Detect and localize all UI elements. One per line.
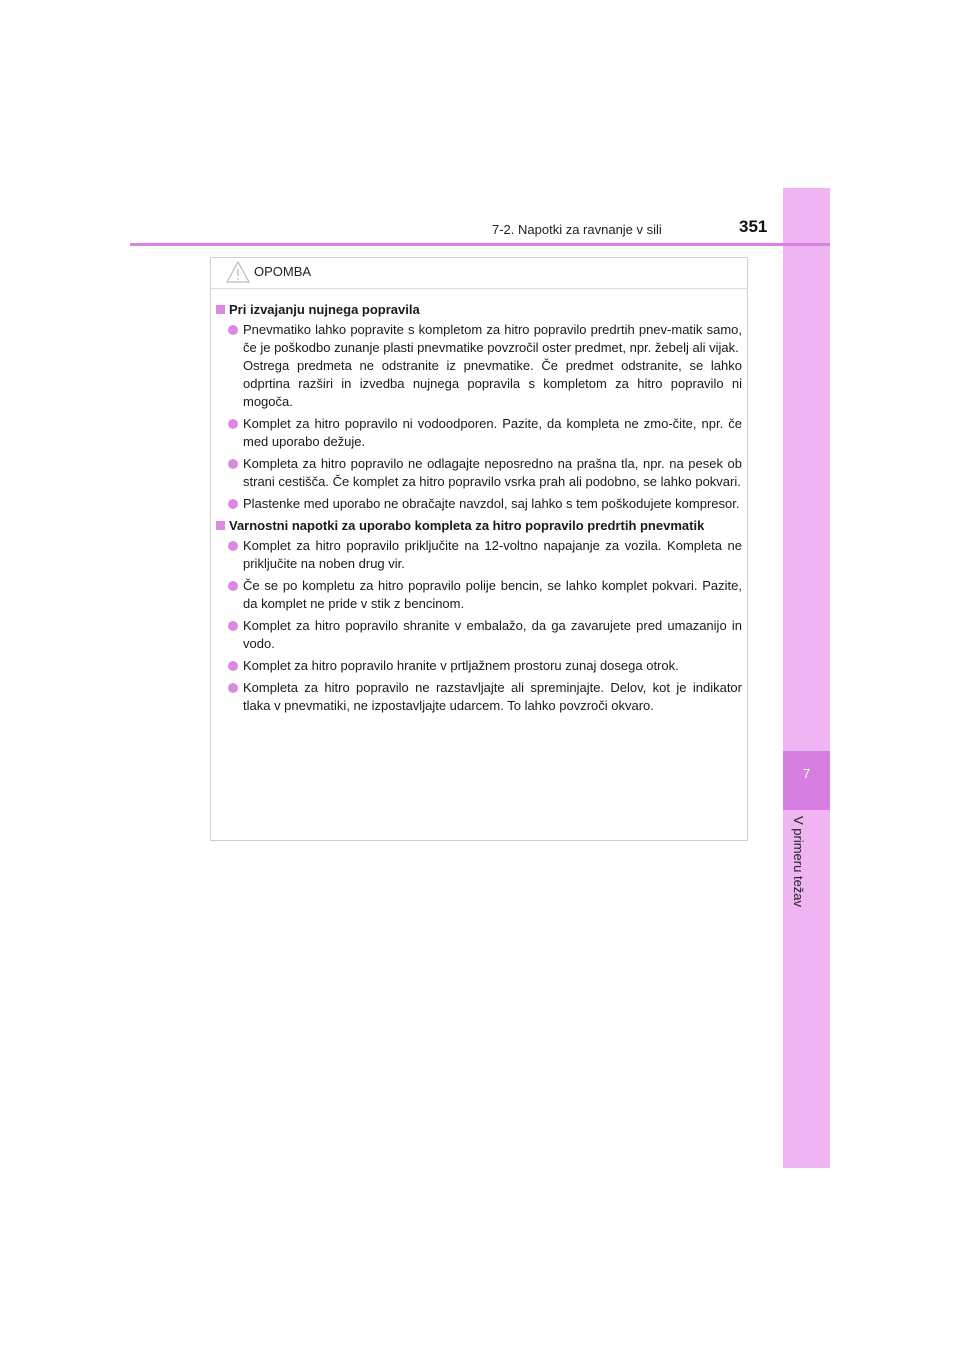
section-heading-text: Varnostni napotki za uporabo kompleta za hitro popravilo predrtih pnevmatik xyxy=(229,518,705,533)
bullet-item xyxy=(216,537,742,573)
circle-bullet-icon xyxy=(228,459,238,469)
bullet-item xyxy=(216,657,742,675)
circle-bullet-icon xyxy=(228,581,238,591)
circle-bullet-icon xyxy=(228,621,238,631)
bullet-text: Plastenke med uporabo ne obračajte navzdol, saj lahko s tem poškodujete kompresor. xyxy=(243,496,740,511)
bullet-text: Komplet za hitro popravilo hranite v prtljažnem prostoru zunaj dosega otrok. xyxy=(243,658,679,673)
bullet-text: Komplet za hitro popravilo priključite na 12-voltno napajanje za vozila. Kompleta ne priključite na noben drug vir. xyxy=(243,538,742,571)
chapter-title: V primeru težav xyxy=(791,816,806,908)
notice-box xyxy=(210,257,748,841)
bullet-item xyxy=(216,577,742,613)
bullet-text: Ostrega predmeta ne odstranite iz pnevmatike. Če predmet odstranite, se lahko odprtina razširi in izvedba nujnega popravila s kompletom za hitro popravilo ni mogoča. xyxy=(243,358,742,409)
bullet-text: Kompleta za hitro popravilo ne odlagajte neposredno na prašna tla, npr. na pesek ob strani cestišča. Če komplet za hitro popravilo vsrka prah ali podobno, se lahko pokvari. xyxy=(243,456,742,489)
circle-bullet-icon xyxy=(228,661,238,671)
square-bullet-icon xyxy=(216,305,225,314)
notice-body xyxy=(211,289,747,715)
bullet-text: Pnevmatiko lahko popravite s kompletom za hitro popravilo predrtih pnev-matik samo, če je poškodbo zunanje plasti pnevmatike povzročil oster predmet, npr. žebelj ali vijak. xyxy=(243,322,742,355)
header-rule xyxy=(130,243,830,246)
chapter-side-tab xyxy=(783,188,830,1168)
notice-label: OPOMBA xyxy=(254,264,312,279)
bullet-text: Če se po kompletu za hitro popravilo polije bencin, se lahko komplet pokvari. Pazite, da komplet ne pride v stik z bencinom. xyxy=(243,578,742,611)
section-heading xyxy=(216,301,742,319)
section-heading xyxy=(216,517,742,535)
square-bullet-icon xyxy=(216,521,225,530)
bullet-item xyxy=(216,455,742,491)
bullet-text: Komplet za hitro popravilo ni vodoodporen. Pazite, da kompleta ne zmo-čite, npr. če med uporabo dežuje. xyxy=(243,416,742,449)
circle-bullet-icon xyxy=(228,419,238,429)
page-number: 351 xyxy=(739,217,768,236)
circle-bullet-icon xyxy=(228,541,238,551)
bullet-item xyxy=(216,321,742,411)
circle-bullet-icon xyxy=(228,325,238,335)
bullet-item xyxy=(216,679,742,715)
bullet-item xyxy=(216,495,742,513)
section-heading-text: Pri izvajanju nujnega popravila xyxy=(229,302,420,317)
chapter-number: 7 xyxy=(802,766,811,781)
circle-bullet-icon xyxy=(228,499,238,509)
bullet-text: Komplet za hitro popravilo shranite v embalažo, da ga zavarujete pred umazanijo in vodo. xyxy=(243,618,742,651)
bullet-text: Kompleta za hitro popravilo ne razstavljajte ali spreminjajte. Delov, kot je indikator tlaka v pnevmatiki, ne izpostavljajte udarcem. To lahko povzroči okvaro. xyxy=(243,680,742,713)
circle-bullet-icon xyxy=(228,683,238,693)
header-section-title: 7-2. Napotki za ravnanje v sili xyxy=(492,222,662,237)
bullet-item xyxy=(216,415,742,451)
notice-header xyxy=(211,258,747,289)
warning-triangle-icon xyxy=(225,260,251,284)
bullet-item xyxy=(216,617,742,653)
